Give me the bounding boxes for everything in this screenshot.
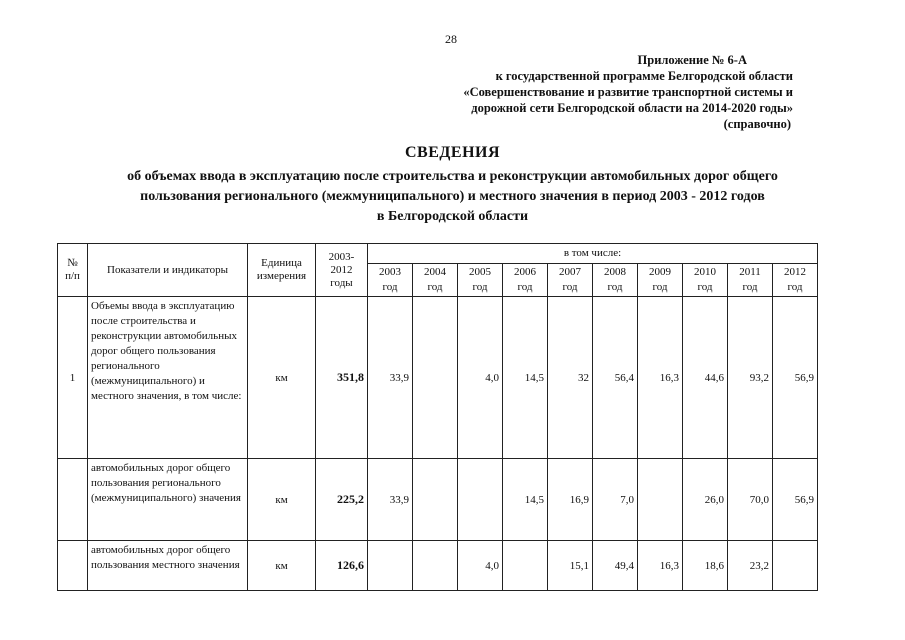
header-year: 2008 (593, 264, 638, 281)
header-total-line: 2003- (328, 250, 355, 263)
row-total: 225,2 (316, 459, 368, 541)
header-year: 2011 (728, 264, 773, 281)
header-indicator: Показатели и индикаторы (88, 244, 248, 297)
header-year: 2005 (458, 264, 503, 281)
header-year: 2003 (368, 264, 413, 281)
row-value: 23,2 (728, 541, 773, 591)
header-year-word: год (638, 280, 683, 297)
row-value: 49,4 (593, 541, 638, 591)
header-year: 2009 (638, 264, 683, 281)
row-value: 44,6 (683, 297, 728, 459)
appendix-line: к государственной программе Белгородской области (495, 69, 793, 83)
header-total-line: 2012 (330, 263, 353, 276)
header-year: 2006 (503, 264, 548, 281)
subtitle-line: пользования регионального (межмуниципального) и местного значения в период 2003 - 2012 годов (140, 189, 765, 204)
subtitle-line: в Белгородской области (376, 209, 529, 224)
row-value: 16,3 (638, 297, 683, 459)
row-indicator: автомобильных дорог общего пользования регионального (межмуниципального) значения (88, 459, 248, 541)
data-table (57, 243, 818, 591)
document-subtitle (30, 167, 875, 227)
row-value: 4,0 (458, 297, 503, 459)
header-num-line: № (67, 257, 78, 269)
page-number: 28 (445, 32, 457, 46)
table-row (58, 541, 818, 591)
row-value: 14,5 (503, 297, 548, 459)
row-value: 32 (548, 297, 593, 459)
row-indicator: автомобильных дорог общего пользования местного значения (88, 541, 248, 591)
header-num-line: п/п (65, 270, 80, 282)
row-value: 93,2 (728, 297, 773, 459)
header-including: в том числе: (368, 244, 818, 264)
table-row (58, 297, 818, 459)
row-unit: км (248, 297, 316, 459)
header-unit (248, 244, 316, 297)
appendix-line: дорожной сети Белгородской области на 2014-2020 годы» (471, 101, 793, 115)
header-unit-line: Единица (261, 257, 302, 269)
row-value: 33,9 (368, 459, 413, 541)
row-value: 26,0 (683, 459, 728, 541)
row-value (638, 459, 683, 541)
header-total-line: годы (330, 276, 353, 289)
row-number: 1 (58, 297, 88, 459)
header-year: 2007 (548, 264, 593, 281)
row-unit: км (248, 541, 316, 591)
header-year-word: год (503, 280, 548, 297)
appendix-note: (справочно) (723, 117, 791, 131)
header-year-word: год (593, 280, 638, 297)
header-total (316, 244, 368, 297)
header-year-word: год (548, 280, 593, 297)
header-row (58, 244, 818, 264)
row-total: 126,6 (316, 541, 368, 591)
row-value (458, 459, 503, 541)
row-value: 56,4 (593, 297, 638, 459)
header-num (58, 244, 88, 297)
row-value: 70,0 (728, 459, 773, 541)
row-value: 7,0 (593, 459, 638, 541)
header-year: 2012 (773, 264, 818, 281)
row-value (368, 541, 413, 591)
header-year-word: год (773, 280, 818, 297)
row-number (58, 459, 88, 541)
subtitle-line: об объемах ввода в эксплуатацию после строительства и реконструкции автомобильных дорог общего (127, 169, 778, 184)
row-value: 16,3 (638, 541, 683, 591)
row-value: 16,9 (548, 459, 593, 541)
header-year-word: год (683, 280, 728, 297)
appendix-title: Приложение № 6-А (637, 53, 747, 67)
row-total: 351,8 (316, 297, 368, 459)
row-value: 56,9 (773, 297, 818, 459)
row-value: 14,5 (503, 459, 548, 541)
header-year: 2010 (683, 264, 728, 281)
row-indicator: Объемы ввода в эксплуатацию после строительства и реконструкции автомобильных дорог общего пользования регионального (межмуниципального) и местного значения, в том числе: (88, 297, 248, 459)
row-value (413, 297, 458, 459)
row-value: 4,0 (458, 541, 503, 591)
table-row (58, 459, 818, 541)
row-unit: км (248, 459, 316, 541)
row-value (413, 459, 458, 541)
header-year-word: год (368, 280, 413, 297)
row-value: 33,9 (368, 297, 413, 459)
header-unit-line: измерения (256, 270, 307, 282)
row-value (413, 541, 458, 591)
appendix-line: «Совершенствование и развитие транспортной системы и (463, 85, 793, 99)
header-year-word: год (728, 280, 773, 297)
header-year-word: год (413, 280, 458, 297)
row-number (58, 541, 88, 591)
header-year-word: год (458, 280, 503, 297)
row-value (503, 541, 548, 591)
appendix-header (413, 52, 793, 132)
row-value: 15,1 (548, 541, 593, 591)
row-value: 18,6 (683, 541, 728, 591)
row-value (773, 541, 818, 591)
header-year: 2004 (413, 264, 458, 281)
document-title: СВЕДЕНИЯ (404, 144, 501, 161)
row-value: 56,9 (773, 459, 818, 541)
